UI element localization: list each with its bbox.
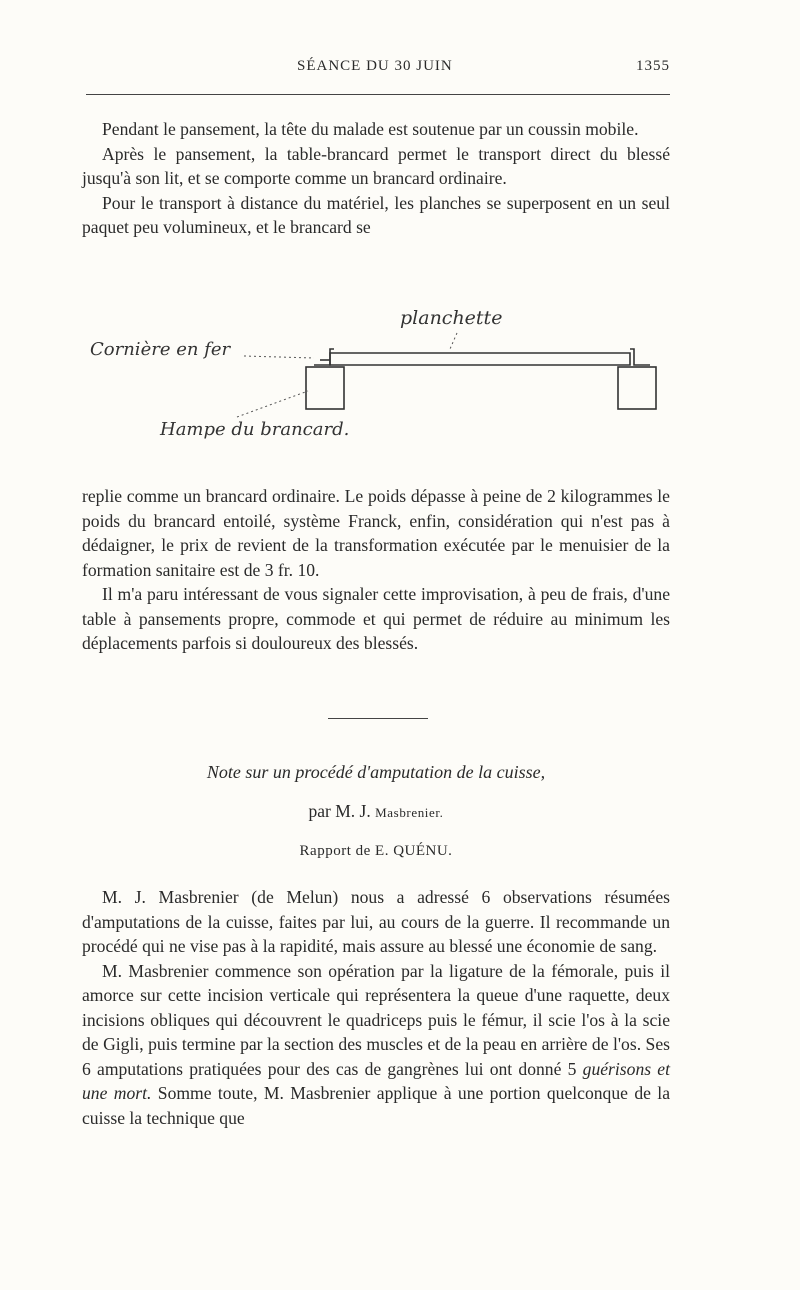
paragraph-end: Somme toute, M. Masbrenier applique à une portion quelconque de la cuisse la technique que <box>82 1083 671 1128</box>
header-title: SÉANCE DU 30 JUIN <box>297 58 453 74</box>
author-prefix: par M. J. <box>308 801 371 821</box>
plank-shape <box>330 353 630 365</box>
label-corniere: Cornière en fer <box>90 339 231 360</box>
header-rule <box>86 94 670 95</box>
right-bracket <box>630 349 650 365</box>
note-author <box>82 801 670 822</box>
left-bracket <box>314 349 334 365</box>
bottom-text-block <box>82 885 670 1130</box>
page-number: 1355 <box>636 58 670 74</box>
right-pole <box>618 367 656 409</box>
leader-planchette <box>450 333 457 349</box>
paragraph: replie comme un brancard ordinaire. Le poids dépasse à peine de 2 kilogrammes le poids du brancard entoilé, système Franck, enfin, considération qui n'est pas à dédaigner, le prix de revient de la transformation exécutée par le menuisier de la formation sanitaire est de 3 fr. 10. <box>82 486 670 580</box>
paragraph: Il m'a paru intéressant de vous signaler cette improvisation, à peu de frais, d'une table à pansements propre, commode et qui permet de réduire au minimum les déplacements parfois si douloureux des blessés. <box>82 584 670 653</box>
paragraph: Pendant le pansement, la tête du malade est soutenue par un coussin mobile. <box>102 119 639 139</box>
stretcher-sketch <box>82 305 670 475</box>
paragraph-italic: guérisons et une mort. <box>82 1058 670 1103</box>
author-name: Masbrenier. <box>375 805 444 820</box>
note-title: Note sur un procédé d'amputation de la cuisse, <box>206 762 546 782</box>
left-pole <box>306 367 344 409</box>
paragraph: Après le pansement, la table-brancard permet le transport direct du blessé jusqu'à son lit, et se comporte comme un brancard ordinaire. <box>82 143 670 188</box>
top-text-block <box>82 117 670 240</box>
leader-hampe <box>237 391 308 417</box>
running-header <box>82 58 670 82</box>
label-planchette: planchette <box>400 307 503 329</box>
paragraph: Pour le transport à distance du matériel, les planches se superposent en un seul paquet peu volumineux, et le brancard se <box>82 192 670 237</box>
report-line: Rapport de E. QUÉNU. <box>299 843 453 859</box>
label-hampe: Hampe du brancard. <box>160 419 350 440</box>
paragraph <box>82 959 670 1131</box>
section-divider <box>328 718 428 719</box>
paragraph: M. J. Masbrenier (de Melun) nous a adressé 6 observations résumées d'amputations de la cuisse, faites par lui, au cours de la guerre. Il recommande un procédé qui ne vise pas à la rapidité, mais assure au blessé une économie de sang. <box>82 887 670 956</box>
paragraph-start: M. Masbrenier commence son opération par la ligature de la fémorale, puis il amorce sur cette incision verticale qui représentera la queue d'une raquette, deux incisions obliques qui découvrent le quadriceps puis le fémur, il scie l'os à la scie de Gigli, puis termine par la section des muscles et de la peau en arrière de l'os. Ses 6 amputations pratiquées pour des cas de gangrènes lui ont donné 5 <box>82 960 670 1079</box>
leader-corniere <box>244 356 314 358</box>
stretcher-figure <box>82 305 670 475</box>
middle-text-block <box>82 484 670 656</box>
